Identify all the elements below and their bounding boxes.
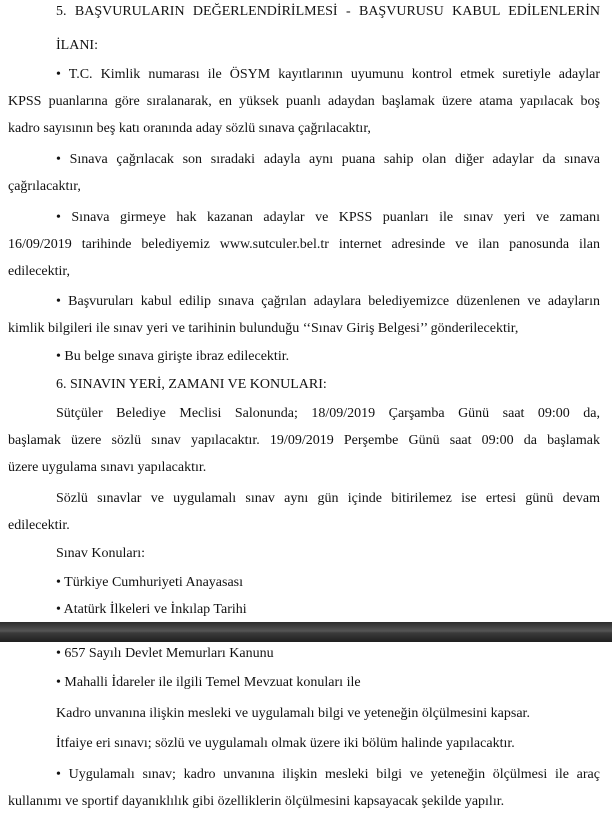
paragraph-line: Kadro unvanına ilişkin mesleki ve uygulamalı bilgi ve yeteneğin ölçülmesini kapsar. xyxy=(56,706,530,721)
paragraph-line: başlamak üzere sözlü sınav yapılacaktır. 19/09/2019 Perşembe Günü saat 09:00 da başlamak xyxy=(8,433,600,448)
paragraph-line: kadro sayısının beş katı oranında aday sözlü sınava çağrılacaktır, xyxy=(8,121,371,136)
section-6-heading: 6. SINAVIN YERİ, ZAMANI VE KONULARI: xyxy=(56,377,327,392)
paragraph-line: • Bu belge sınava girişte ibraz edilecektir. xyxy=(56,349,290,364)
section-5-heading: 5. BAŞVURULARIN DEĞERLENDİRİLMESİ - BAŞVURUSU KABUL EDİLENLERİN xyxy=(56,4,600,19)
paragraph-line: Sözlü sınavlar ve uygulamalı sınav aynı gün içinde bitirilemez ise ertesi günü devam xyxy=(56,491,600,506)
exam-topics-label: Sınav Konuları: xyxy=(56,546,146,561)
paragraph-line: • T.C. Kimlik numarası ile ÖSYM kayıtlarının uyumunu kontrol etmek suretiyle adaylar xyxy=(56,67,600,82)
exam-topic-item: • Türkiye Cumhuriyeti Anayasası xyxy=(56,575,244,590)
document-page-bottom xyxy=(0,642,612,820)
paragraph-line: edilecektir. xyxy=(8,518,70,533)
paragraph-line: İtfaiye eri sınavı; sözlü ve uygulamalı olmak üzere iki bölüm halinde yapılacaktır. xyxy=(56,736,515,751)
paragraph-line: çağrılacaktır, xyxy=(8,179,81,194)
paragraph-line: Sütçüler Belediye Meclisi Salonunda; 18/09/2019 Çarşamba Günü saat 09:00 da, xyxy=(56,406,600,421)
section-5-heading-cont: İLANI: xyxy=(56,38,98,53)
paragraph-line: kullanımı ve sportif dayanıklılık gibi özelliklerin ölçülmesini kapsayacak şekilde yapılır. xyxy=(8,794,505,809)
exam-topic-item: • Atatürk İlkeleri ve İnkılap Tarihi xyxy=(56,602,247,617)
paragraph-line: KPSS puanlarına göre sıralanarak, en yüksek puanlı adaydan başlamak üzere atama yapılacak boş xyxy=(8,94,600,109)
exam-topic-item: • 657 Sayılı Devlet Memurları Kanunu xyxy=(56,646,274,661)
paragraph-line: 16/09/2019 tarihinde belediyemiz www.sutculer.bel.tr internet adresinde ve ilan panosunda ilan xyxy=(8,237,600,252)
paragraph-line: • Başvuruları kabul edilip sınava çağrılan adaylara belediyemizce düzenlenen ve adayların xyxy=(56,294,600,309)
paragraph-line: • Uygulamalı sınav; kadro unvanına ilişkin mesleki bilgi ve yeteneğin ölçülmesi ile araç xyxy=(56,767,600,782)
page-break-divider xyxy=(0,622,612,642)
exam-topic-item: • Mahalli İdareler ile ilgili Temel Mevzuat konuları ile xyxy=(56,675,361,690)
paragraph-line: üzere uygulama sınavı yapılacaktır. xyxy=(8,460,207,475)
paragraph-line: edilecektir, xyxy=(8,264,71,279)
paragraph-line: • Sınava çağrılacak son sıradaki adayla aynı puana sahip olan diğer adaylar da sınava xyxy=(56,152,600,167)
paragraph-line: • Sınava girmeye hak kazanan adaylar ve KPSS puanları ile sınav yeri ve zamanı xyxy=(56,210,600,225)
paragraph-line: kimlik bilgileri ile sınav yeri ve tarihinin bulunduğu ‘‘Sınav Giriş Belgesi’’ gönderilecektir, xyxy=(8,321,519,336)
